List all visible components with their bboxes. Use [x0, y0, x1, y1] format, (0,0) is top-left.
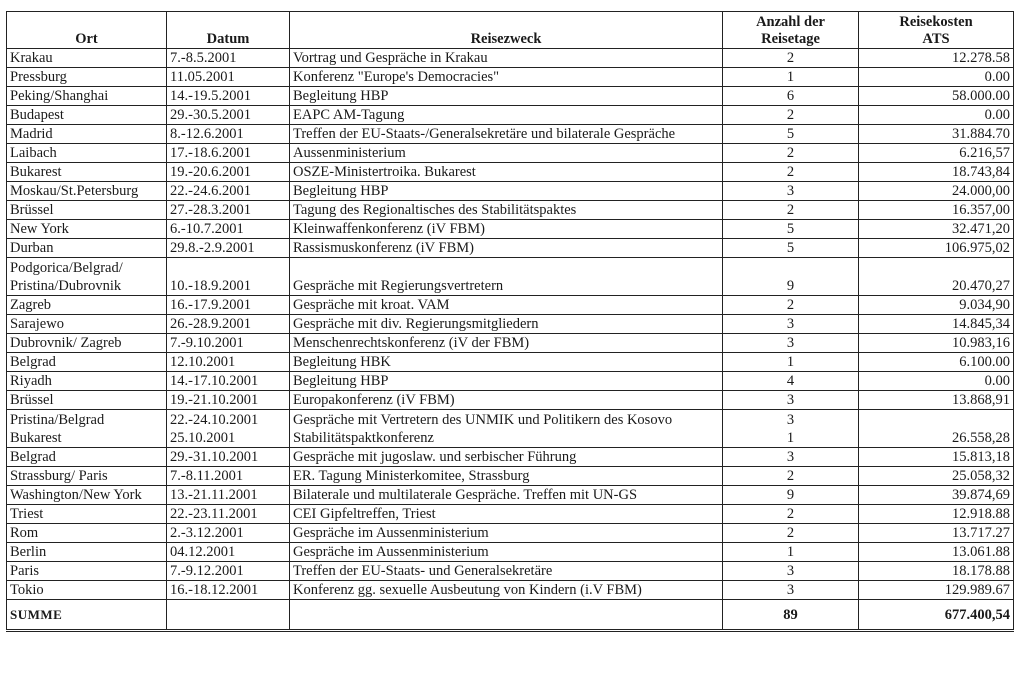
cell-ort: Brüssel — [7, 201, 167, 220]
summe-kosten: 677.400,54 — [859, 600, 1014, 631]
header-reisekosten-line1: Reisekosten — [899, 14, 973, 30]
cell-tage: 3 — [723, 334, 859, 353]
table-row — [7, 163, 1014, 182]
travel-expense-table — [6, 11, 1014, 632]
cell-ort: Tokio — [7, 581, 167, 600]
cell-kosten: 106.975,02 — [859, 239, 1014, 258]
cell-tage: 2 — [723, 524, 859, 543]
cell-ort — [7, 410, 167, 448]
cell-ort: Belgrad — [7, 353, 167, 372]
cell-kosten: 25.058,32 — [859, 467, 1014, 486]
cell-zweck: CEI Gipfeltreffen, Triest — [290, 505, 723, 524]
cell-ort: Moskau/St.Petersburg — [7, 182, 167, 201]
cell-ort: Washington/New York — [7, 486, 167, 505]
cell-datum: 10.-18.9.2001 — [167, 258, 290, 296]
cell-kosten: 20.470,27 — [859, 258, 1014, 296]
cell-datum: 2.-3.12.2001 — [167, 524, 290, 543]
table-row — [7, 467, 1014, 486]
cell-ort: Dubrovnik/ Zagreb — [7, 334, 167, 353]
cell-kosten: 16.357,00 — [859, 201, 1014, 220]
summe-datum-empty — [167, 600, 290, 631]
cell-zweck: Treffen der EU-Staats- und Generalsekretäre — [290, 562, 723, 581]
cell-ort-line2: Bukarest — [10, 430, 62, 446]
cell-zweck: Tagung des Regionaltisches des Stabilitätspaktes — [290, 201, 723, 220]
cell-ort: Strassburg/ Paris — [7, 467, 167, 486]
cell-tage: 9 — [723, 258, 859, 296]
cell-datum — [167, 410, 290, 448]
cell-ort: Paris — [7, 562, 167, 581]
cell-kosten: 6.216,57 — [859, 144, 1014, 163]
cell-ort — [7, 258, 167, 296]
table-row — [7, 486, 1014, 505]
cell-kosten: 0.00 — [859, 68, 1014, 87]
cell-tage-line1: 3 — [786, 412, 795, 428]
cell-datum: 19.-20.6.2001 — [167, 163, 290, 182]
cell-kosten: 12.278.58 — [859, 49, 1014, 68]
cell-ort: Zagreb — [7, 296, 167, 315]
cell-tage: 3 — [723, 182, 859, 201]
table-row — [7, 201, 1014, 220]
cell-kosten: 12.918.88 — [859, 505, 1014, 524]
table-row — [7, 182, 1014, 201]
cell-tage: 3 — [723, 562, 859, 581]
summe-row — [7, 600, 1014, 631]
header-reisetage-line2: Reisetage — [761, 31, 820, 47]
cell-tage: 3 — [723, 391, 859, 410]
cell-datum: 14.-17.10.2001 — [167, 372, 290, 391]
cell-tage: 1 — [723, 543, 859, 562]
cell-tage: 5 — [723, 220, 859, 239]
cell-datum: 29.-31.10.2001 — [167, 448, 290, 467]
cell-tage: 3 — [723, 448, 859, 467]
cell-tage: 1 — [723, 68, 859, 87]
cell-tage: 4 — [723, 372, 859, 391]
cell-zweck: Gespräche mit jugoslaw. und serbischer Führung — [290, 448, 723, 467]
cell-datum: 14.-19.5.2001 — [167, 87, 290, 106]
cell-tage: 3 — [723, 581, 859, 600]
cell-datum-line2: 25.10.2001 — [170, 430, 236, 446]
cell-zweck: Bilaterale und multilaterale Gespräche. Treffen mit UN-GS — [290, 486, 723, 505]
header-reisekosten — [859, 12, 1014, 49]
cell-tage: 2 — [723, 163, 859, 182]
cell-tage: 9 — [723, 486, 859, 505]
cell-datum: 7.-9.10.2001 — [167, 334, 290, 353]
table-row — [7, 334, 1014, 353]
cell-tage — [723, 410, 859, 448]
cell-zweck: Menschenrechtskonferenz (iV der FBM) — [290, 334, 723, 353]
cell-kosten: 6.100.00 — [859, 353, 1014, 372]
cell-datum: 04.12.2001 — [167, 543, 290, 562]
cell-datum: 7.-8.11.2001 — [167, 467, 290, 486]
summe-label: SUMME — [7, 600, 167, 631]
table-row — [7, 144, 1014, 163]
cell-zweck: Konferenz gg. sexuelle Ausbeutung von Kindern (i.V FBM) — [290, 581, 723, 600]
cell-ort-line1: Podgorica/Belgrad/ — [10, 260, 123, 276]
cell-datum: 17.-18.6.2001 — [167, 144, 290, 163]
table-row — [7, 125, 1014, 144]
cell-ort: Brüssel — [7, 391, 167, 410]
table-row — [7, 448, 1014, 467]
cell-kosten: 9.034,90 — [859, 296, 1014, 315]
table-row — [7, 372, 1014, 391]
cell-kosten: 10.983,16 — [859, 334, 1014, 353]
cell-datum: 29.8.-2.9.2001 — [167, 239, 290, 258]
cell-kosten: 13.061.88 — [859, 543, 1014, 562]
cell-zweck: Begleitung HBP — [290, 87, 723, 106]
cell-datum: 19.-21.10.2001 — [167, 391, 290, 410]
cell-datum: 11.05.2001 — [167, 68, 290, 87]
table-row — [7, 391, 1014, 410]
table-row — [7, 410, 1014, 448]
cell-ort-line1: Pristina/Belgrad — [10, 412, 105, 428]
header-ort: Ort — [7, 12, 167, 49]
summe-tage: 89 — [723, 600, 859, 631]
cell-zweck-line1: Gespräche mit Vertretern des UNMIK und Politikern des Kosovo — [293, 412, 673, 428]
table-row — [7, 353, 1014, 372]
cell-tage: 2 — [723, 467, 859, 486]
cell-zweck: Gespräche mit div. Regierungsmitgliedern — [290, 315, 723, 334]
cell-tage: 2 — [723, 49, 859, 68]
cell-kosten: 26.558,28 — [859, 410, 1014, 448]
cell-ort: Berlin — [7, 543, 167, 562]
cell-ort: New York — [7, 220, 167, 239]
header-reisetage-line1: Anzahl der — [756, 14, 825, 30]
cell-tage: 5 — [723, 239, 859, 258]
cell-kosten: 129.989.67 — [859, 581, 1014, 600]
cell-datum: 13.-21.11.2001 — [167, 486, 290, 505]
table-row — [7, 87, 1014, 106]
table-row — [7, 296, 1014, 315]
cell-tage: 2 — [723, 106, 859, 125]
cell-datum: 7.-9.12.2001 — [167, 562, 290, 581]
cell-ort: Sarajewo — [7, 315, 167, 334]
header-datum: Datum — [167, 12, 290, 49]
cell-ort: Belgrad — [7, 448, 167, 467]
cell-ort: Rom — [7, 524, 167, 543]
cell-zweck: EAPC AM-Tagung — [290, 106, 723, 125]
cell-datum: 16.-18.12.2001 — [167, 581, 290, 600]
cell-tage: 3 — [723, 315, 859, 334]
cell-datum: 22.-23.11.2001 — [167, 505, 290, 524]
cell-datum: 27.-28.3.2001 — [167, 201, 290, 220]
table-row — [7, 315, 1014, 334]
cell-zweck: Gespräche mit kroat. VAM — [290, 296, 723, 315]
cell-ort: Durban — [7, 239, 167, 258]
cell-zweck: ER. Tagung Ministerkomitee, Strassburg — [290, 467, 723, 486]
table-row — [7, 562, 1014, 581]
cell-kosten: 15.813,18 — [859, 448, 1014, 467]
header-reisekosten-line2: ATS — [922, 31, 950, 47]
cell-ort: Riyadh — [7, 372, 167, 391]
cell-tage: 6 — [723, 87, 859, 106]
cell-datum: 12.10.2001 — [167, 353, 290, 372]
table-row — [7, 505, 1014, 524]
table-row — [7, 106, 1014, 125]
cell-datum: 7.-8.5.2001 — [167, 49, 290, 68]
cell-kosten: 14.845,34 — [859, 315, 1014, 334]
cell-zweck: OSZE-Ministertroika. Bukarest — [290, 163, 723, 182]
cell-kosten: 0.00 — [859, 106, 1014, 125]
cell-zweck: Treffen der EU-Staats-/Generalsekretäre und bilaterale Gespräche — [290, 125, 723, 144]
cell-ort: Budapest — [7, 106, 167, 125]
cell-zweck-line2: Stabilitätspaktkonferenz — [293, 430, 434, 446]
cell-ort: Madrid — [7, 125, 167, 144]
cell-kosten: 18.743,84 — [859, 163, 1014, 182]
cell-tage: 5 — [723, 125, 859, 144]
cell-zweck: Vortrag und Gespräche in Krakau — [290, 49, 723, 68]
header-reisezweck: Reisezweck — [290, 12, 723, 49]
cell-zweck: Begleitung HBP — [290, 182, 723, 201]
cell-kosten: 0.00 — [859, 372, 1014, 391]
cell-tage: 1 — [723, 353, 859, 372]
table-row — [7, 258, 1014, 296]
cell-zweck: Gespräche mit Regierungsvertretern — [290, 258, 723, 296]
cell-ort: Laibach — [7, 144, 167, 163]
cell-zweck: Kleinwaffenkonferenz (iV FBM) — [290, 220, 723, 239]
cell-zweck — [290, 410, 723, 448]
cell-tage: 2 — [723, 144, 859, 163]
cell-zweck: Konferenz "Europe's Democracies" — [290, 68, 723, 87]
cell-kosten: 58.000.00 — [859, 87, 1014, 106]
cell-kosten: 13.868,91 — [859, 391, 1014, 410]
cell-ort: Bukarest — [7, 163, 167, 182]
cell-kosten: 39.874,69 — [859, 486, 1014, 505]
table-row — [7, 220, 1014, 239]
table-row — [7, 524, 1014, 543]
cell-ort: Krakau — [7, 49, 167, 68]
table-row — [7, 49, 1014, 68]
cell-datum: 16.-17.9.2001 — [167, 296, 290, 315]
cell-kosten: 31.884.70 — [859, 125, 1014, 144]
cell-kosten: 13.717.27 — [859, 524, 1014, 543]
cell-datum: 26.-28.9.2001 — [167, 315, 290, 334]
table-row — [7, 543, 1014, 562]
cell-tage: 2 — [723, 505, 859, 524]
table-row — [7, 239, 1014, 258]
cell-datum-line1: 22.-24.10.2001 — [170, 412, 259, 428]
cell-kosten: 32.471,20 — [859, 220, 1014, 239]
cell-datum: 22.-24.6.2001 — [167, 182, 290, 201]
cell-tage: 2 — [723, 201, 859, 220]
cell-ort: Pressburg — [7, 68, 167, 87]
table-row — [7, 581, 1014, 600]
cell-tage: 2 — [723, 296, 859, 315]
cell-zweck: Begleitung HBP — [290, 372, 723, 391]
cell-kosten: 24.000,00 — [859, 182, 1014, 201]
cell-zweck: Gespräche im Aussenministerium — [290, 543, 723, 562]
summe-zweck-empty — [290, 600, 723, 631]
table-header-row — [7, 12, 1014, 49]
header-reisetage — [723, 12, 859, 49]
cell-zweck: Europakonferenz (iV FBM) — [290, 391, 723, 410]
cell-ort-line2: Pristina/Dubrovnik — [10, 278, 122, 294]
table-row — [7, 68, 1014, 87]
cell-kosten: 18.178.88 — [859, 562, 1014, 581]
cell-ort: Triest — [7, 505, 167, 524]
cell-zweck: Aussenministerium — [290, 144, 723, 163]
cell-zweck: Gespräche im Aussenministerium — [290, 524, 723, 543]
cell-zweck: Begleitung HBK — [290, 353, 723, 372]
cell-zweck: Rassismuskonferenz (iV FBM) — [290, 239, 723, 258]
cell-ort: Peking/Shanghai — [7, 87, 167, 106]
cell-datum: 6.-10.7.2001 — [167, 220, 290, 239]
cell-datum: 29.-30.5.2001 — [167, 106, 290, 125]
cell-datum: 8.-12.6.2001 — [167, 125, 290, 144]
cell-tage-line2: 1 — [786, 430, 795, 446]
